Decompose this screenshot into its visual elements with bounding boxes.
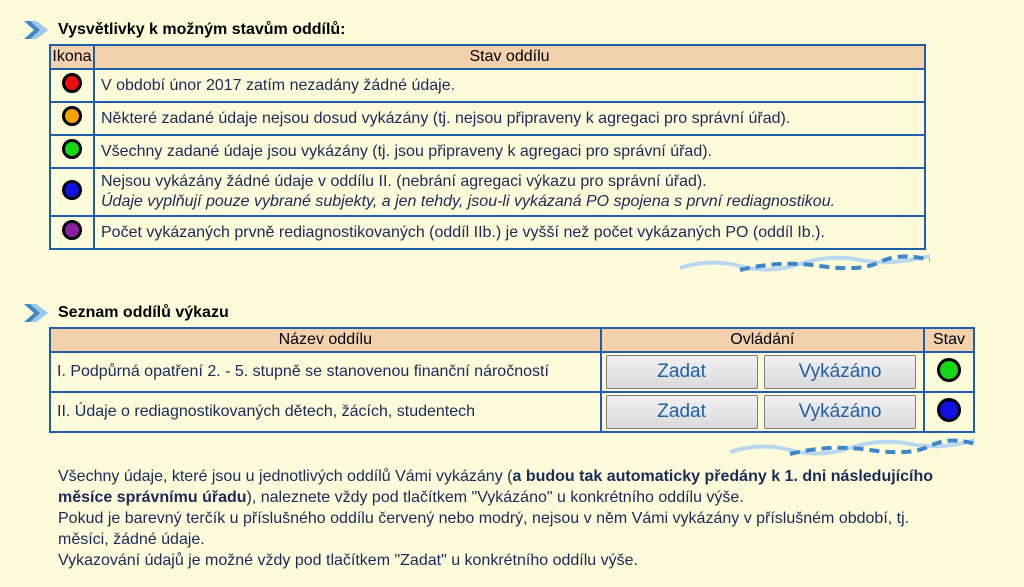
table-row xyxy=(50,392,974,432)
chevron-right-icon xyxy=(22,19,54,41)
legend-text: V období únor 2017 zatím nezadány žádné údaje. xyxy=(94,69,925,102)
wave-decoration xyxy=(730,436,975,456)
legend-note: Údaje vyplňují pouze vybrané subjekty, a jen tehdy, jsou-li vykázaná PO spojena s první rediagnostikou. xyxy=(101,193,836,210)
sections-col-controls: Ovládání xyxy=(601,328,924,352)
footer-bold: a budou tak automaticky předány k 1. dni následujícího měsíce správnímu úřadu xyxy=(58,468,934,506)
legend-row xyxy=(50,135,925,168)
footer-paragraph: Vykazování údajů je možné vždy pod tlačítkem "Zadat" u konkrétního oddílu výše. xyxy=(58,552,638,569)
legend-text: Počet vykázaných prvně rediagnostikovaných (oddíl IIb.) je vyšší než počet vykázaných PO (oddíl Ib.). xyxy=(94,216,925,249)
footer-text: ), naleznete vždy pod tlačítkem "Vykázáno" u konkrétního oddílu výše. xyxy=(246,489,744,506)
sections-col-name: Název oddílu xyxy=(50,328,601,352)
reported-button[interactable]: Vykázáno xyxy=(764,395,916,429)
sections-col-state: Stav xyxy=(924,328,974,352)
legend-text: Všechny zadané údaje jsou vykázány (tj. jsou připraveny k agregaci pro správní úřad). xyxy=(94,135,925,168)
legend-text: Některé zadané údaje nejsou dosud vykázány (tj. nejsou připraveny k agregaci pro správní úřad). xyxy=(94,102,925,135)
blue-status-icon xyxy=(62,180,82,200)
legend-row xyxy=(50,168,925,216)
red-status-icon xyxy=(62,73,82,93)
section-name: II. Údaje o rediagnostikovaných dětech, žácích, studentech xyxy=(50,392,601,432)
orange-status-icon xyxy=(62,106,82,126)
enter-button[interactable]: Zadat xyxy=(606,395,758,429)
legend-row xyxy=(50,216,925,249)
green-status-icon xyxy=(937,358,961,382)
footer-info xyxy=(58,466,938,571)
enter-button[interactable]: Zadat xyxy=(606,355,758,389)
sections-title: Seznam oddílů výkazu xyxy=(58,304,229,321)
footer-paragraph: Pokud je barevný terčík u příslušného oddílu červený nebo modrý, nejsou v něm Vámi vykázány v příslušném období, tj. měsíci, žádné údaje. xyxy=(58,510,910,548)
green-status-icon xyxy=(62,139,82,159)
legend-header xyxy=(22,18,346,42)
legend-row xyxy=(50,102,925,135)
chevron-right-icon xyxy=(22,302,54,324)
sections-table xyxy=(49,327,975,433)
legend-row xyxy=(50,69,925,102)
blue-status-icon xyxy=(937,398,961,422)
legend-table xyxy=(49,44,926,250)
legend-text: Nejsou vykázány žádné údaje v oddílu II. (nebrání agregaci výkazu pro správní úřad). xyxy=(101,173,707,190)
footer-text: Všechny údaje, které jsou u jednotlivých oddílů Vámi vykázány ( xyxy=(58,468,513,485)
wave-decoration xyxy=(680,252,930,272)
reported-button[interactable]: Vykázáno xyxy=(764,355,916,389)
legend-col-icon: Ikona xyxy=(50,45,94,69)
table-row xyxy=(50,352,974,392)
purple-status-icon xyxy=(62,220,82,240)
section-name: I. Podpůrná opatření 2. - 5. stupně se stanovenou finanční náročností xyxy=(50,352,601,392)
sections-header xyxy=(22,301,229,325)
legend-col-state: Stav oddílu xyxy=(94,45,925,69)
footer-paragraph xyxy=(58,466,938,508)
legend-title: Vysvětlivky k možným stavům oddílů: xyxy=(58,21,346,38)
